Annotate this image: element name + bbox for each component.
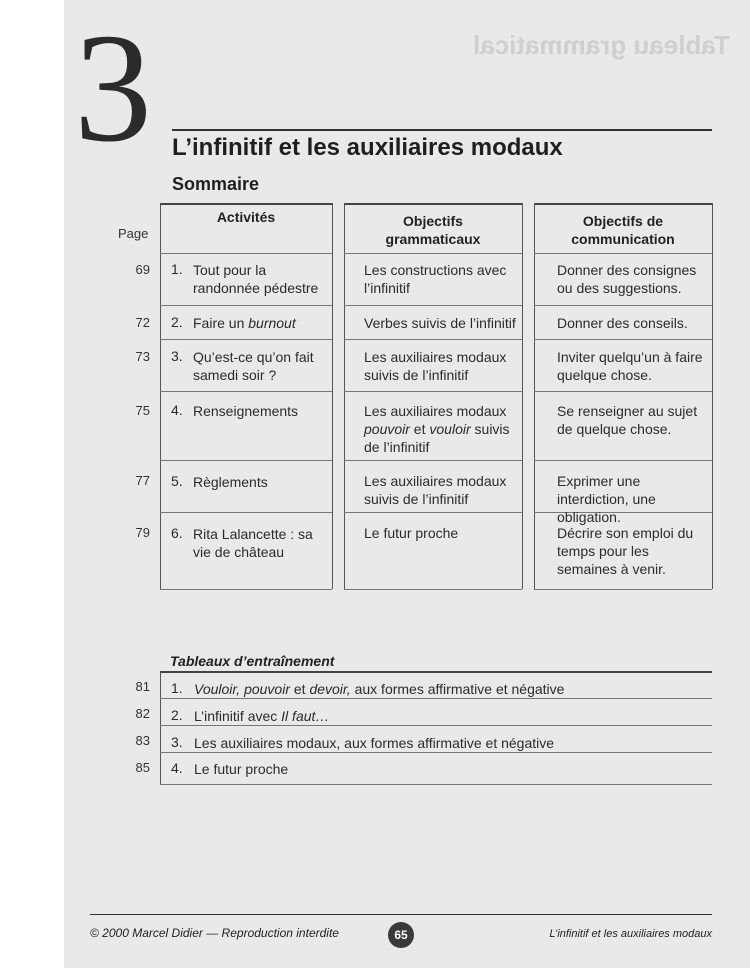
row-line (160, 725, 712, 726)
row-page-number: 83 (135, 733, 150, 748)
communication-objective: Se renseigner au sujet de quelque chose. (557, 403, 698, 437)
row-line (534, 253, 712, 254)
row-page-number: 79 (135, 525, 150, 540)
communication-objective: Donner des consignes ou des suggestions. (557, 262, 697, 296)
row-line (160, 589, 332, 590)
column-activites-header: Activités (216, 209, 276, 225)
row-line (160, 512, 332, 513)
col-line (534, 203, 535, 589)
column-comm-header: Objectifs de communication (571, 213, 675, 247)
activity-number: 1. (171, 261, 183, 277)
row-page-number: 73 (135, 349, 150, 364)
row-line (160, 305, 332, 306)
row-line (344, 512, 522, 513)
tableaux-left-line (160, 671, 161, 784)
row-line (160, 339, 332, 340)
communication-objective: Donner des conseils. (557, 315, 688, 331)
grammar-objective: Les auxiliaires modaux pouvoir et vouloir suivis de l’infinitif (364, 403, 510, 455)
row-line (160, 460, 332, 461)
communication-objective: Exprimer une interdiction, une obligation. (557, 473, 656, 525)
row-page-number: 82 (135, 706, 150, 721)
column-activites-border (160, 203, 332, 205)
tableau-number: 2. (171, 707, 183, 723)
tableaux-top-rule (160, 671, 712, 673)
row-page-number: 69 (135, 262, 150, 277)
activity-number: 6. (171, 525, 183, 541)
row-line (344, 339, 522, 340)
footer-rule (90, 914, 712, 915)
grammar-objective: Verbes suivis de l’infinitif (364, 315, 516, 331)
tableau-title: Vouloir, pouvoir et devoir, aux formes affirmative et négative (194, 681, 565, 697)
grammar-objective: Les auxiliaires modaux suivis de l’infinitif (364, 349, 507, 383)
row-line (534, 589, 712, 590)
column-gram-header: Objectifs grammaticaux (385, 213, 481, 247)
communication-objective: Inviter quelqu’un à faire quelque chose. (557, 349, 703, 383)
row-line (534, 460, 712, 461)
col-line (712, 203, 713, 589)
row-line (534, 339, 712, 340)
row-line (160, 391, 332, 392)
tableaux-title: Tableaux d’entraînement (170, 653, 335, 669)
row-line (344, 460, 522, 461)
tableau-title: Le futur proche (194, 761, 289, 777)
activity-number: 5. (171, 473, 183, 489)
page-title: L’infinitif et les auxiliaires modaux (172, 134, 563, 161)
row-page-number: 81 (135, 679, 150, 694)
activity-title: Rita Lalancette : sa vie de château (193, 526, 313, 560)
activity-title: Faire un burnout (193, 315, 296, 331)
footer-running-title: L’infinitif et les auxiliaires modaux (549, 928, 712, 940)
row-page-number: 75 (135, 403, 150, 418)
communication-objective: Décrire son emploi du temps pour les semaines à venir. (557, 525, 694, 577)
row-line (344, 391, 522, 392)
grammar-objective: Le futur proche (364, 525, 459, 541)
row-line (160, 253, 332, 254)
grammar-objective: Les constructions avec l’infinitif (364, 262, 507, 296)
activity-title: Règlements (193, 474, 268, 490)
activity-title: Renseignements (193, 403, 299, 419)
row-line (344, 589, 522, 590)
row-page-number: 72 (135, 315, 150, 330)
section-subtitle: Sommaire (172, 174, 260, 194)
col-line (522, 203, 523, 589)
column-gram-border (344, 203, 522, 205)
row-line (160, 698, 712, 699)
page-number-badge: 65 (388, 922, 414, 948)
tableau-title: Les auxiliaires modaux, aux formes affirmative et négative (194, 735, 555, 751)
column-comm-border (534, 203, 712, 205)
activity-title: Tout pour la randonnée pédestre (193, 262, 319, 296)
tableau-number: 3. (171, 734, 183, 750)
tableau-title: L’infinitif avec Il faut… (194, 708, 330, 724)
tableau-number: 4. (171, 760, 183, 776)
activity-number: 3. (171, 348, 183, 364)
row-line (534, 305, 712, 306)
col-line (160, 203, 161, 589)
activity-title: Qu’est-ce qu’on fait samedi soir ? (193, 349, 314, 383)
col-line (332, 203, 333, 589)
row-line (534, 391, 712, 392)
row-line (160, 752, 712, 753)
column-page-header: Page (118, 226, 149, 241)
row-line (344, 253, 522, 254)
col-line (344, 203, 345, 589)
activity-number: 2. (171, 314, 183, 330)
row-page-number: 85 (135, 760, 150, 775)
row-line (160, 784, 712, 785)
chapter-number: 3 (74, 1, 152, 174)
title-rule (172, 129, 712, 131)
tableau-number: 1. (171, 680, 183, 696)
bleed-through-text: Tableau grammatical (473, 30, 730, 60)
row-page-number: 77 (135, 473, 150, 488)
row-line (344, 305, 522, 306)
footer-copyright: © 2000 Marcel Didier — Reproduction interdite (90, 926, 339, 940)
grammar-objective: Les auxiliaires modaux suivis de l’infinitif (364, 473, 507, 507)
activity-number: 4. (171, 402, 183, 418)
